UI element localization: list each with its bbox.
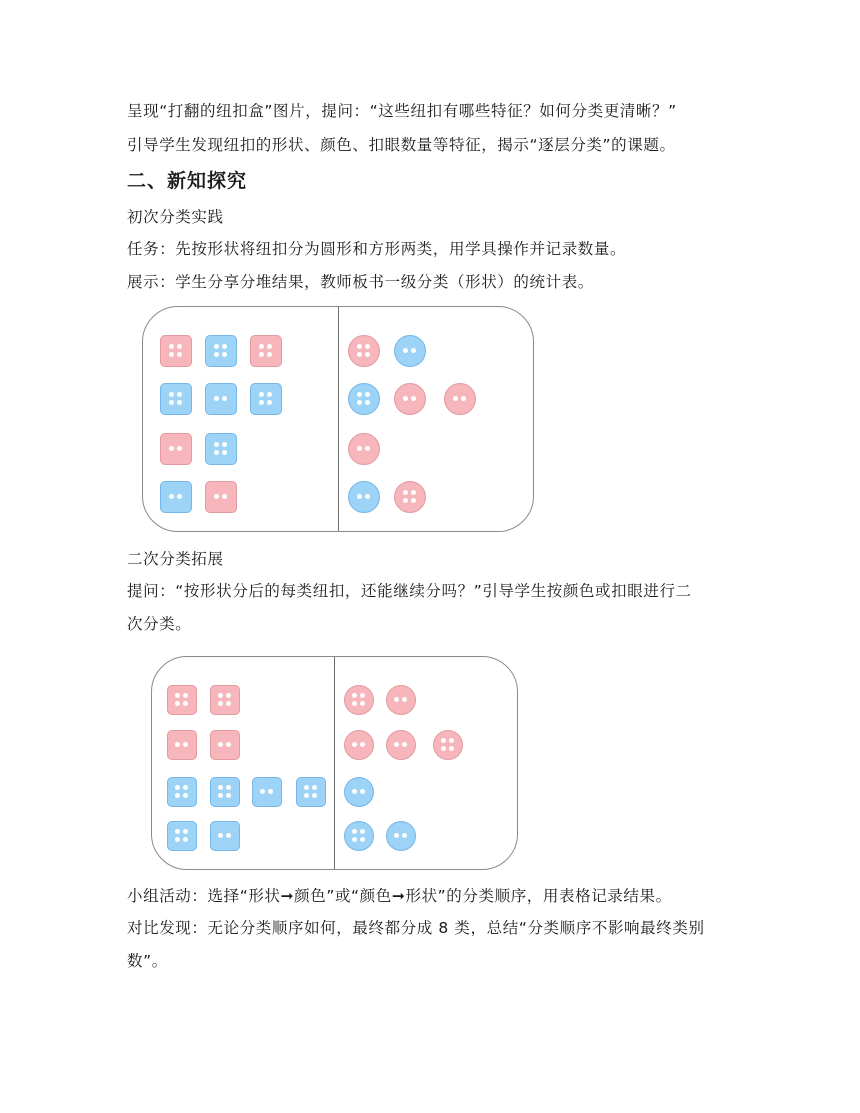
shape-sort-board xyxy=(142,306,534,532)
button-hole xyxy=(403,348,408,353)
button-hole xyxy=(259,352,264,357)
button-hole xyxy=(214,352,219,357)
button-hole xyxy=(357,494,362,499)
button-hole xyxy=(222,442,227,447)
round-button-blue-2-holes xyxy=(394,335,426,367)
square-button-pink-2-holes xyxy=(205,481,237,513)
round-button-pink-4-holes xyxy=(394,481,426,513)
square-button-blue-4-holes xyxy=(296,777,326,807)
button-hole xyxy=(402,833,407,838)
button-hole xyxy=(403,396,408,401)
button-hole xyxy=(214,442,219,447)
round-button-pink-4-holes xyxy=(348,335,380,367)
button-hole xyxy=(177,494,182,499)
button-hole xyxy=(226,785,231,790)
round-button-blue-2-holes xyxy=(386,821,416,851)
round-button-pink-2-holes xyxy=(348,433,380,465)
display-paragraph: 展示：学生分享分堆结果，教师板书一级分类（形状）的统计表。 xyxy=(127,273,594,291)
button-hole xyxy=(169,344,174,349)
compare-paragraph-line-1: 对比发现：无论分类顺序如何，最终都分成 8 类，总结“分类顺序不影响最终类别 xyxy=(127,919,705,937)
button-hole xyxy=(365,344,370,349)
button-hole xyxy=(357,392,362,397)
round-button-blue-4-holes xyxy=(348,383,380,415)
button-hole xyxy=(259,392,264,397)
button-hole xyxy=(175,785,180,790)
square-button-blue-2-holes xyxy=(252,777,282,807)
button-hole xyxy=(175,793,180,798)
button-hole xyxy=(175,693,180,698)
button-hole xyxy=(360,693,365,698)
square-button-blue-2-holes xyxy=(205,383,237,415)
subheading-first-sort: 初次分类实践 xyxy=(127,208,224,226)
button-hole xyxy=(218,742,223,747)
button-hole xyxy=(175,742,180,747)
button-hole xyxy=(403,498,408,503)
button-hole xyxy=(461,396,466,401)
square-button-blue-4-holes xyxy=(160,383,192,415)
button-hole xyxy=(226,742,231,747)
square-button-pink-2-holes xyxy=(210,730,240,760)
square-button-blue-4-holes xyxy=(205,335,237,367)
button-hole xyxy=(214,396,219,401)
round-button-pink-2-holes xyxy=(394,383,426,415)
button-hole xyxy=(352,789,357,794)
button-hole xyxy=(394,742,399,747)
board-divider xyxy=(338,307,339,531)
button-hole xyxy=(304,785,309,790)
color-sort-board xyxy=(151,656,518,870)
button-hole xyxy=(183,701,188,706)
round-button-pink-2-holes xyxy=(386,685,416,715)
button-hole xyxy=(226,793,231,798)
button-hole xyxy=(411,490,416,495)
button-hole xyxy=(177,344,182,349)
button-hole xyxy=(352,693,357,698)
button-hole xyxy=(267,352,272,357)
button-hole xyxy=(267,392,272,397)
button-hole xyxy=(360,789,365,794)
button-hole xyxy=(183,793,188,798)
button-hole xyxy=(365,400,370,405)
button-hole xyxy=(449,738,454,743)
button-hole xyxy=(304,793,309,798)
button-hole xyxy=(169,400,174,405)
button-hole xyxy=(218,693,223,698)
round-button-pink-2-holes xyxy=(386,730,416,760)
button-hole xyxy=(226,833,231,838)
square-button-blue-4-holes xyxy=(167,777,197,807)
square-button-pink-2-holes xyxy=(160,433,192,465)
intro-paragraph-line-1: 呈现“打翻的纽扣盒”图片，提问：“这些纽扣有哪些特征？如何分类更清晰？” xyxy=(127,102,677,120)
square-button-blue-4-holes xyxy=(250,383,282,415)
round-button-pink-2-holes xyxy=(344,730,374,760)
button-hole xyxy=(177,392,182,397)
button-hole xyxy=(177,352,182,357)
button-hole xyxy=(183,693,188,698)
intro-paragraph-line-2: 引导学生发现纽扣的形状、颜色、扣眼数量等特征，揭示“逐层分类”的课题。 xyxy=(127,136,676,154)
button-hole xyxy=(352,701,357,706)
button-hole xyxy=(175,829,180,834)
button-hole xyxy=(260,789,265,794)
square-button-pink-4-holes xyxy=(210,685,240,715)
button-hole xyxy=(394,697,399,702)
button-hole xyxy=(352,829,357,834)
button-hole xyxy=(365,392,370,397)
button-hole xyxy=(365,352,370,357)
button-hole xyxy=(360,701,365,706)
button-hole xyxy=(175,837,180,842)
square-button-blue-4-holes xyxy=(210,777,240,807)
square-button-pink-4-holes xyxy=(167,685,197,715)
button-hole xyxy=(183,837,188,842)
button-hole xyxy=(360,829,365,834)
button-hole xyxy=(357,352,362,357)
button-hole xyxy=(175,701,180,706)
button-hole xyxy=(352,837,357,842)
button-hole xyxy=(352,742,357,747)
button-hole xyxy=(214,494,219,499)
button-hole xyxy=(259,400,264,405)
button-hole xyxy=(169,446,174,451)
round-button-pink-2-holes xyxy=(444,383,476,415)
button-hole xyxy=(218,833,223,838)
button-hole xyxy=(360,742,365,747)
button-hole xyxy=(268,789,273,794)
button-hole xyxy=(218,785,223,790)
button-hole xyxy=(218,701,223,706)
button-hole xyxy=(357,344,362,349)
button-hole xyxy=(312,793,317,798)
button-hole xyxy=(453,396,458,401)
button-hole xyxy=(183,742,188,747)
button-hole xyxy=(214,450,219,455)
button-hole xyxy=(402,742,407,747)
button-hole xyxy=(222,352,227,357)
button-hole xyxy=(222,344,227,349)
button-hole xyxy=(312,785,317,790)
task-paragraph: 任务：先按形状将纽扣分为圆形和方形两类，用学具操作并记录数量。 xyxy=(127,240,627,258)
button-hole xyxy=(267,400,272,405)
button-hole xyxy=(357,400,362,405)
button-hole xyxy=(365,494,370,499)
button-hole xyxy=(169,392,174,397)
button-hole xyxy=(183,829,188,834)
button-hole xyxy=(394,833,399,838)
button-hole xyxy=(402,697,407,702)
round-button-pink-4-holes xyxy=(344,685,374,715)
button-hole xyxy=(177,446,182,451)
button-hole xyxy=(226,701,231,706)
button-hole xyxy=(411,498,416,503)
button-hole xyxy=(183,785,188,790)
round-button-pink-4-holes xyxy=(433,730,463,760)
button-hole xyxy=(169,352,174,357)
compare-paragraph-line-2: 数”。 xyxy=(127,952,168,970)
button-hole xyxy=(441,738,446,743)
button-hole xyxy=(226,693,231,698)
button-hole xyxy=(169,494,174,499)
square-button-pink-4-holes xyxy=(250,335,282,367)
square-button-pink-4-holes xyxy=(160,335,192,367)
button-hole xyxy=(177,400,182,405)
section-heading: 二、新知探究 xyxy=(127,170,248,192)
square-button-blue-2-holes xyxy=(210,821,240,851)
button-hole xyxy=(365,446,370,451)
square-button-blue-2-holes xyxy=(160,481,192,513)
group-activity-paragraph: 小组活动：选择“形状➞颜色”或“颜色➞形状”的分类顺序，用表格记录结果。 xyxy=(127,887,672,905)
round-button-blue-2-holes xyxy=(348,481,380,513)
button-hole xyxy=(218,793,223,798)
square-button-pink-2-holes xyxy=(167,730,197,760)
button-hole xyxy=(411,348,416,353)
button-hole xyxy=(214,344,219,349)
button-hole xyxy=(360,837,365,842)
question-paragraph-line-1: 提问：“按形状分后的每类纽扣，还能继续分吗？”引导学生按颜色或扣眼进行二 xyxy=(127,582,692,600)
board-divider xyxy=(334,657,335,869)
button-hole xyxy=(411,396,416,401)
button-hole xyxy=(267,344,272,349)
square-button-blue-4-holes xyxy=(167,821,197,851)
square-button-blue-4-holes xyxy=(205,433,237,465)
round-button-blue-4-holes xyxy=(344,821,374,851)
button-hole xyxy=(222,396,227,401)
subheading-second-sort: 二次分类拓展 xyxy=(127,550,224,568)
button-hole xyxy=(259,344,264,349)
button-hole xyxy=(222,494,227,499)
button-hole xyxy=(449,746,454,751)
button-hole xyxy=(357,446,362,451)
question-paragraph-line-2: 次分类。 xyxy=(127,615,192,633)
button-hole xyxy=(222,450,227,455)
button-hole xyxy=(403,490,408,495)
button-hole xyxy=(441,746,446,751)
round-button-blue-2-holes xyxy=(344,777,374,807)
